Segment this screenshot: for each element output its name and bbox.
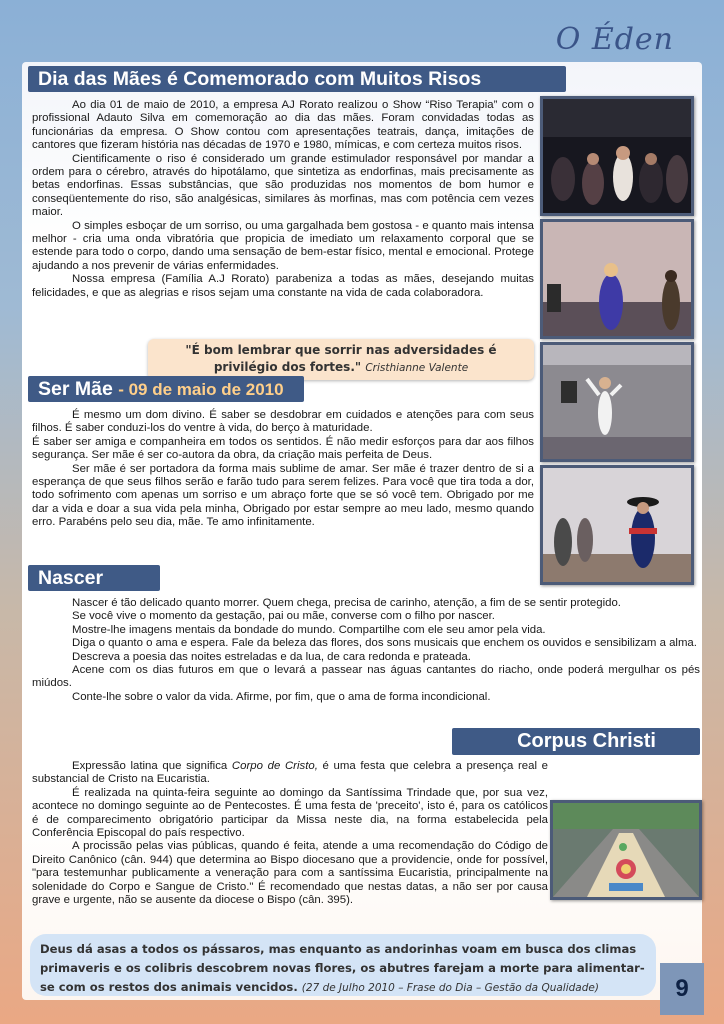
corpus-christi-text: [32, 760, 548, 907]
paragraph: Descreva a poesia das noites estreladas e da lua, de cara redonda e prateada.: [72, 650, 471, 663]
paragraph: Diga o quanto o ama e espera. Fale da beleza das flores, dos sons musicais que enchem os ouvidos e sensibilizam a alma.: [72, 637, 697, 650]
page-number: 9: [660, 963, 704, 1015]
pull-quote-author: Cristhianne Valente: [365, 362, 469, 374]
paragraph: Acene com os dias futuros em que o levará a passear nas águas cantantes do riacho, onde poderá mergulhar os pés miúdos.: [32, 664, 700, 690]
paragraph: Nossa empresa (Família A.J Rorato) parabeniza a todas as mães, desejando muitas felicidades, e que as alegrias e risos sejam uma constante na vida de cada colaboradora.: [32, 273, 534, 299]
paragraph: É realizada na quinta-feira seguinte ao domingo da Santíssima Trindade que, por sua vez, acontece no domingo seguinte ao de Pentecostes. É uma festa de 'preceito', isto é, para os católicos é de comparecimento obrigatório participar da Missa neste dia, na forma estabelecida pela Conferência Episcopal do país respectivo.: [32, 786, 548, 840]
performer-hat-image: [543, 468, 691, 582]
photo-audience: [540, 96, 694, 216]
section-title-dia-das-maes: Dia das Mães é Comemorado com Muitos Risos: [28, 66, 566, 92]
performer-image: [543, 222, 691, 336]
pull-quote: [148, 339, 534, 380]
section-title-ser-mae: Ser Mãe - 09 de maio de 2010: [28, 376, 304, 402]
dia-das-maes-text: [32, 99, 534, 300]
paragraph: Se você vive o momento da gestação, pai ou mãe, converse com o filho por nascer.: [72, 610, 495, 623]
paragraph: Ser mãe é ser portadora da forma mais sublime de amar. Ser mãe é trazer dentro de si a esperança de que seus filhos serão e farão tudo para serem felizes. Para você que tira toda a dor, todo sofrimento com apenas um sorriso e um abraço forte que se só você tem. Obrigado por me dar a vida e doar a sua vida pela minha, Obrigado por estar sempre ao meu lado, mesmo quando erro. Parabéns pelo seu dia, mãe. Te amo infinitamente.: [32, 462, 534, 529]
daily-quote-text: Deus dá asas a todos os pássaros, mas enquanto as andorinhas voam em busca dos climas primaveris e os colibris descobrem novas flores, os abutres farejam a morte para alimentar-se com os restos dos animais vencidos.: [40, 942, 645, 994]
audience-image: [543, 99, 691, 213]
paragraph: Conte-lhe sobre o valor da vida. Afirme, por fim, que o ama de forma incondicional.: [72, 690, 491, 703]
nascer-text: [32, 597, 700, 704]
dancer-image: [543, 345, 691, 459]
paragraph: Nascer é tão delicado quanto morrer. Quem chega, precisa de carinho, atenção, a fim de se sentir protegido.: [72, 597, 621, 609]
paragraph: Expressão latina que significa Corpo de Cristo, é uma festa que celebra a presença real e substancial de Cristo na Eucaristia.: [32, 760, 548, 786]
daily-quote-source: (27 de Julho 2010 – Frase do Dia – Gestão da Qualidade): [301, 982, 599, 994]
photo-dancer: [540, 342, 694, 462]
paragraph: É saber ser amiga e companheira em todos os sentidos. É não medir esforços para dar aos filhos segurança. Ser mãe é ser co-autora da obra, da criação mais perfeita de Deus.: [32, 435, 534, 462]
street-carpet-image: [553, 803, 699, 897]
paragraph: Ao dia 01 de maio de 2010, a empresa AJ Rorato realizou o Show “Riso Terapia” com o profissional Adauto Silva em comemoração ao dia das mães. Foram convidadas todas as funcionárias da empresa. O Show contou com apresentações teatrais, dança, imitações de cantores que fizeram história nas décadas de 1970 e 1980, mímicas, e com certeza muitos risos.: [32, 99, 534, 152]
daily-quote: [30, 934, 656, 996]
ser-mae-text: [32, 409, 534, 530]
paragraph: Cientificamente o riso é considerado um grande estimulador responsável por mandar a ordem para o cérebro, através do hipotálamo, que sintetiza as endorfinas, mais precisamente as betas endorfinas. Essas substâncias, que são produzidas nos momentos de bom humor e conseqüentemente do riso, são analgésicas, similares às morfinas, mas com potência cem vezes maior.: [32, 152, 534, 219]
paragraph: Mostre-lhe imagens mentais da bondade do mundo. Compartilhe com ele seu amor pela vida.: [72, 623, 546, 636]
section-title-corpus-christi: Corpus Christi: [452, 728, 700, 755]
photo-performer-hat: [540, 465, 694, 585]
photo-performer-stage: [540, 219, 694, 339]
paragraph: É mesmo um dom divino. É saber se desdobrar em cuidados e atenções para com seus filhos. É saber conduzi-los do ventre à vida, do berço à maturidade.: [32, 409, 534, 435]
pull-quote-text: "É bom lembrar que sorrir nas adversidades é privilégio dos fortes.": [185, 343, 497, 374]
brand-title: O Éden: [555, 22, 674, 57]
paragraph: O simples esboçar de um sorriso, ou uma gargalhada bem gostosa - e quanto mais intensa melhor - cria uma onda vibratória que propicia de imediato um relaxamento corporal que se estende para todo o corpo, dando uma sensação de bem-estar físico, mental e emocional. Protege ajudando a nos prevenir de várias enfermidades.: [32, 219, 534, 272]
photo-corpus-christi-carpet: [550, 800, 702, 900]
paragraph: A procissão pelas vias públicas, quando é feita, atende a uma recomendação do Código de Direito Canônico (cân. 944) que determina ao Bispo diocesano que a providencie, onde for possível, "para testemunhar publicamente a veneração para com a santíssima Eucaristia, principalmente na solenidade do Corpo e Sangue de Cristo." É recomendado que nestas datas, a não ser por causa grave e urgente, não se ausente da diocese o Bispo (cân. 395).: [32, 840, 548, 907]
section-title-nascer: Nascer: [28, 565, 160, 591]
ser-mae-date: - 09 de maio de 2010: [118, 380, 284, 399]
